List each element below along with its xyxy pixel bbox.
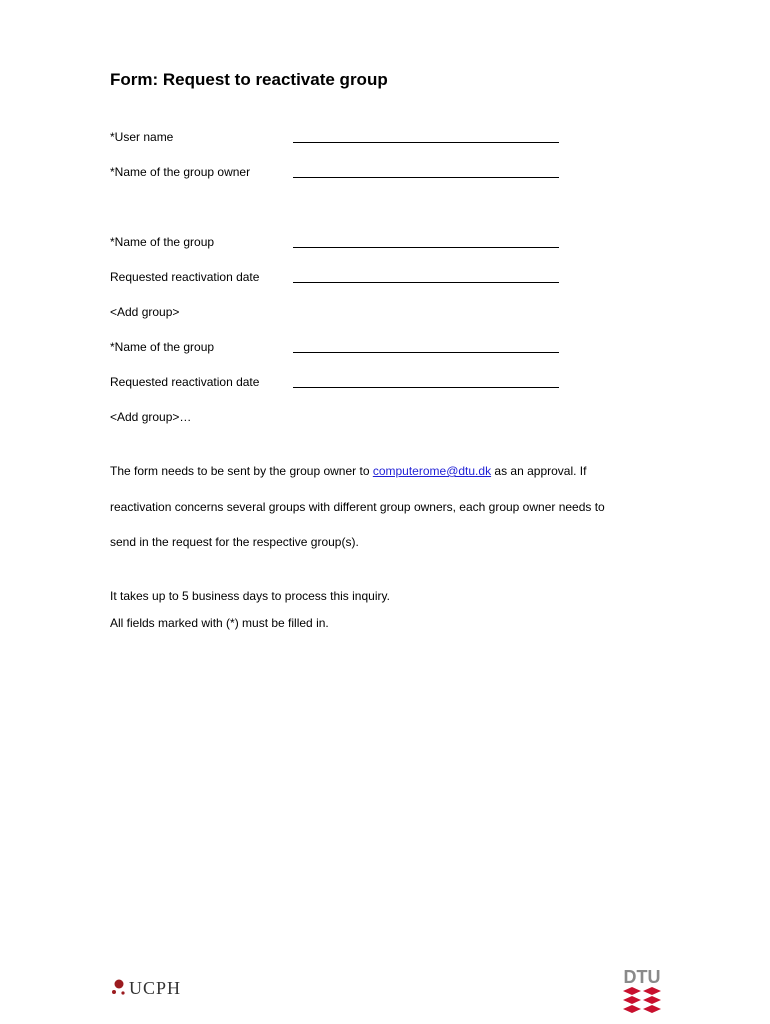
email-link[interactable]: computerome@dtu.dk — [372, 464, 492, 478]
instruction-line-3: send in the request for the respective group(s). — [110, 535, 359, 549]
field-reactivation-date-2 — [110, 375, 570, 395]
ucph-logo — [111, 976, 181, 1000]
input-line[interactable] — [293, 387, 559, 388]
input-line[interactable] — [293, 247, 559, 248]
field-label: *Name of the group — [110, 235, 215, 249]
processing-time-note: It takes up to 5 business days to process this inquiry. — [110, 589, 390, 603]
dtu-logo-text: DTU — [623, 967, 661, 987]
required-fields-note: All fields marked with (*) must be filled in. — [110, 616, 329, 630]
instruction-text: The form needs to be sent by the group owner to — [110, 464, 373, 478]
add-group-text-1: <Add group> — [110, 305, 180, 319]
input-line[interactable] — [293, 142, 559, 143]
field-label: *User name — [110, 130, 174, 144]
field-label: *Name of the group — [110, 340, 215, 354]
instruction-text: as an approval. If — [491, 464, 587, 478]
add-group-text-2: <Add group>… — [110, 410, 192, 424]
field-group-name-2 — [110, 340, 570, 360]
input-line[interactable] — [293, 282, 559, 283]
input-line[interactable] — [293, 177, 559, 178]
ucph-logo-text: UCPH — [129, 977, 182, 998]
field-label: Requested reactivation date — [110, 375, 260, 389]
field-label: Requested reactivation date — [110, 270, 260, 284]
dtu-logo-mark — [623, 987, 661, 1013]
input-line[interactable] — [293, 352, 559, 353]
field-user-name — [110, 130, 570, 150]
dtu-logo — [620, 966, 664, 1016]
ucph-logo-mark — [111, 978, 127, 998]
field-group-owner — [110, 165, 570, 185]
instruction-line-2: reactivation concerns several groups with different group owners, each group owner needs to — [110, 500, 605, 514]
field-reactivation-date-1 — [110, 270, 570, 290]
form-title: Form: Request to reactivate group — [110, 70, 388, 89]
instruction-line-1 — [110, 464, 586, 478]
field-group-name-1 — [110, 235, 570, 255]
field-label: *Name of the group owner — [110, 165, 251, 179]
